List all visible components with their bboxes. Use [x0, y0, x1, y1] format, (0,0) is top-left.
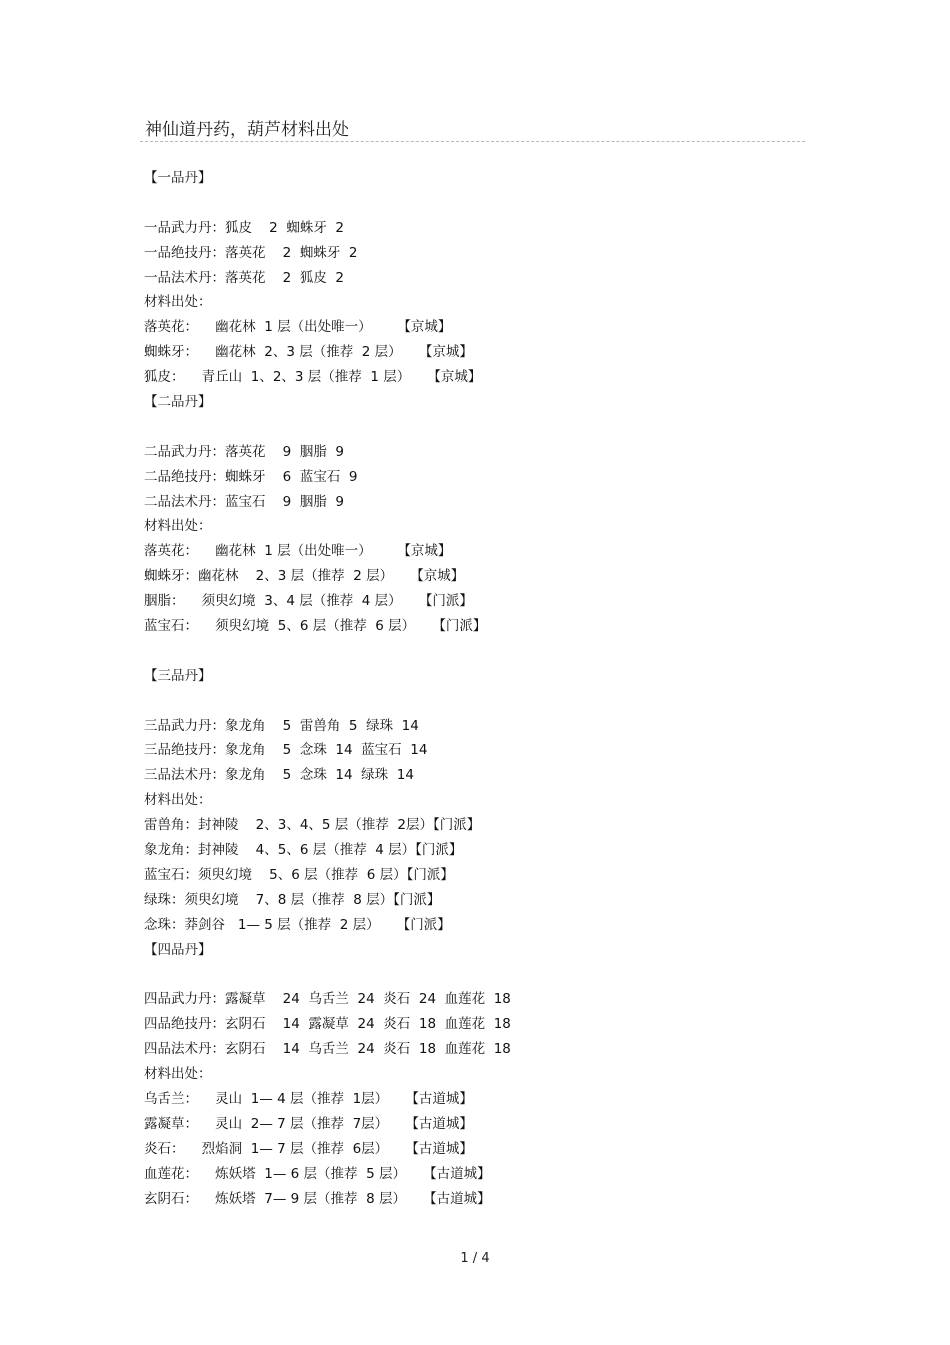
blank-line — [144, 415, 844, 440]
blank-line — [144, 963, 844, 988]
text-line: 三品法术丹：象龙角 5 念珠 14 绿珠 14 — [144, 767, 414, 784]
text-line: 念珠：莽剑谷 1— 5 层（推荐 2 层） 【门派】 — [144, 916, 451, 933]
text-line: 三品绝技丹：象龙角 5 念珠 14 蓝宝石 14 — [144, 742, 428, 759]
text-line: 四品法术丹：玄阴石 14 乌舌兰 24 炎石 18 血莲花 18 — [144, 1041, 511, 1058]
materials-heading: 材料出处： — [144, 294, 212, 311]
title-divider — [140, 141, 805, 142]
text-line: 落英花： 幽花林 1 层（出处唯一） 【京城】 — [144, 319, 452, 336]
text-line: 蜘蛛牙： 幽花林 2、3 层（推荐 2 层） 【京城】 — [144, 344, 473, 361]
materials-heading: 材料出处： — [144, 518, 212, 535]
text-line: 露凝草： 灵山 2— 7 层（推荐 7层） 【古道城】 — [144, 1115, 473, 1132]
text-line: 四品绝技丹：玄阴石 14 露凝草 24 炎石 18 血莲花 18 — [144, 1016, 511, 1033]
section-heading: 【一品丹】 — [144, 170, 212, 186]
blank-line — [144, 639, 844, 664]
section-heading: 【四品丹】 — [144, 941, 212, 958]
text-line: 二品绝技丹：蜘蛛牙 6 蓝宝石 9 — [144, 468, 358, 485]
materials-heading: 材料出处： — [144, 792, 212, 809]
page-number: 1 / 4 — [460, 1251, 490, 1266]
text-line: 玄阴石： 炼妖塔 7— 9 层（推荐 8 层） 【古道城】 — [144, 1190, 491, 1207]
text-line: 落英花： 幽花林 1 层（出处唯一） 【京城】 — [144, 543, 452, 560]
text-line: 一品绝技丹：落英花 2 蜘蛛牙 2 — [144, 244, 358, 261]
page-title: 神仙道丹药，葫芦材料出处 — [145, 120, 349, 140]
text-line: 蓝宝石： 须臾幻境 5、6 层（推荐 6 层） 【门派】 — [144, 618, 487, 635]
text-line: 雷兽角：封神陵 2、3、4、5 层（推荐 2层）【门派】 — [144, 817, 481, 834]
text-line: 二品法术丹：蓝宝石 9 胭脂 9 — [144, 493, 345, 510]
text-line: 炎石： 烈焰洞 1— 7 层（推荐 6层） 【古道城】 — [144, 1140, 473, 1157]
text-line: 血莲花： 炼妖塔 1— 6 层（推荐 5 层） 【古道城】 — [144, 1165, 491, 1182]
text-line: 三品武力丹：象龙角 5 雷兽角 5 绿珠 14 — [144, 717, 419, 734]
text-line: 一品法术丹：落英花 2 狐皮 2 — [144, 269, 345, 286]
text-line: 一品武力丹：狐皮 2 蜘蛛牙 2 — [144, 219, 345, 236]
document-body — [144, 166, 844, 1211]
section-heading: 【三品丹】 — [144, 667, 212, 684]
section-heading: 【二品丹】 — [144, 394, 212, 411]
text-line: 四品武力丹：露凝草 24 乌舌兰 24 炎石 24 血莲花 18 — [144, 991, 511, 1008]
blank-line — [144, 191, 844, 216]
text-line: 胭脂： 须臾幻境 3、4 层（推荐 4 层） 【门派】 — [144, 593, 473, 610]
text-line: 蓝宝石：须臾幻境 5、6 层（推荐 6 层）【门派】 — [144, 866, 454, 883]
blank-line — [144, 689, 844, 714]
materials-heading: 材料出处： — [144, 1066, 212, 1083]
text-line: 狐皮： 青丘山 1、2、3 层（推荐 1 层） 【京城】 — [144, 369, 482, 386]
text-line: 二品武力丹：落英花 9 胭脂 9 — [144, 443, 345, 460]
text-line: 乌舌兰： 灵山 1— 4 层（推荐 1层） 【古道城】 — [144, 1090, 473, 1107]
text-line: 蜘蛛牙：幽花林 2、3 层（推荐 2 层） 【京城】 — [144, 568, 465, 585]
text-line: 象龙角：封神陵 4、5、6 层（推荐 4 层）【门派】 — [144, 842, 463, 859]
text-line: 绿珠：须臾幻境 7、8 层（推荐 8 层）【门派】 — [144, 891, 441, 908]
